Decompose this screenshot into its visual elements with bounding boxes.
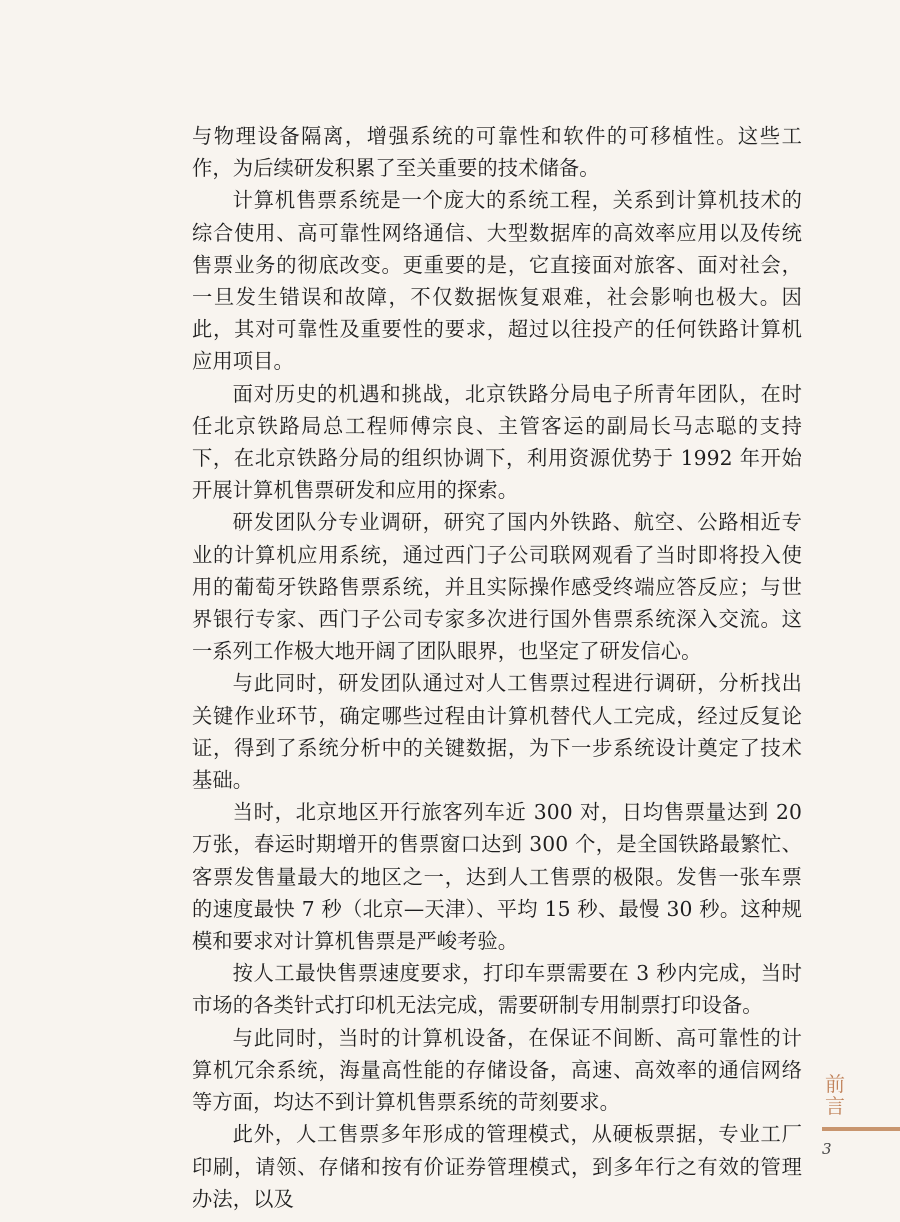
paragraph: 此外，人工售票多年形成的管理模式，从硬板票据，专业工厂印刷，请领、存储和按有价证券管理模式，到多年行之有效的管理办法，以及	[192, 1122, 802, 1211]
section-rule	[822, 1127, 900, 1131]
section-marker: 前言	[825, 1072, 845, 1118]
paragraph: 计算机售票系统是一个庞大的系统工程，关系到计算机技术的综合使用、高可靠性网络通信、大型数据库的高效率应用以及传统售票业务的彻底改变。更重要的是，它直接面对旅客、面对社会，一旦发生错误和故障，不仅数据恢复艰难，社会影响也极大。因此，其对可靠性及重要性的要求，超过以往投产的任何铁路计算机应用项目。	[192, 188, 802, 374]
paragraph: 研发团队分专业调研，研究了国内外铁路、航空、公路相近专业的计算机应用系统，通过西门子公司联网观看了当时即将投入使用的葡萄牙铁路售票系统，并且实际操作感受终端应答反应；与世界银行专家、西门子公司专家多次进行国外售票系统深入交流。这一系列工作极大地开阔了团队眼界，也坚定了研发信心。	[192, 510, 802, 664]
paragraph: 面对历史的机遇和挑战，北京铁路分局电子所青年团队，在时任北京铁路局总工程师傅宗良、主管客运的副局长马志聪的支持下，在北京铁路分局的组织协调下，利用资源优势于 1992 年开始开展计算机售票研发和应用的探索。	[192, 381, 802, 503]
paragraph: 与此同时，研发团队通过对人工售票过程进行调研，分析找出关键作业环节，确定哪些过程由计算机替代人工完成，经过反复论证，得到了系统分析中的关键数据，为下一步系统设计奠定了技术基础。	[192, 671, 802, 793]
paragraph: 与此同时，当时的计算机设备，在保证不间断、高可靠性的计算机冗余系统，海量高性能的存储设备，高速、高效率的通信网络等方面，均达不到计算机售票系统的苛刻要求。	[192, 1025, 802, 1115]
page-number: 3	[822, 1140, 832, 1158]
body-text	[192, 120, 802, 1215]
paragraph: 当时，北京地区开行旅客列车近 300 对，日均售票量达到 20 万张，春运时期增开的售票窗口达到 300 个，是全国铁路最繁忙、客票发售量最大的地区之一，达到人工售票的极限。发售一张车票的速度最快 7 秒（北京—天津）、平均 15 秒、最慢 30 秒。这种规模和要求对计算机售票是严峻考验。	[192, 800, 802, 954]
paragraph: 按人工最快售票速度要求，打印车票需要在 3 秒内完成，当时市场的各类针式打印机无法完成，需要研制专用制票打印设备。	[192, 961, 802, 1018]
paragraph: 与物理设备隔离，增强系统的可靠性和软件的可移植性。这些工作，为后续研发积累了至关重要的技术储备。	[192, 124, 802, 181]
